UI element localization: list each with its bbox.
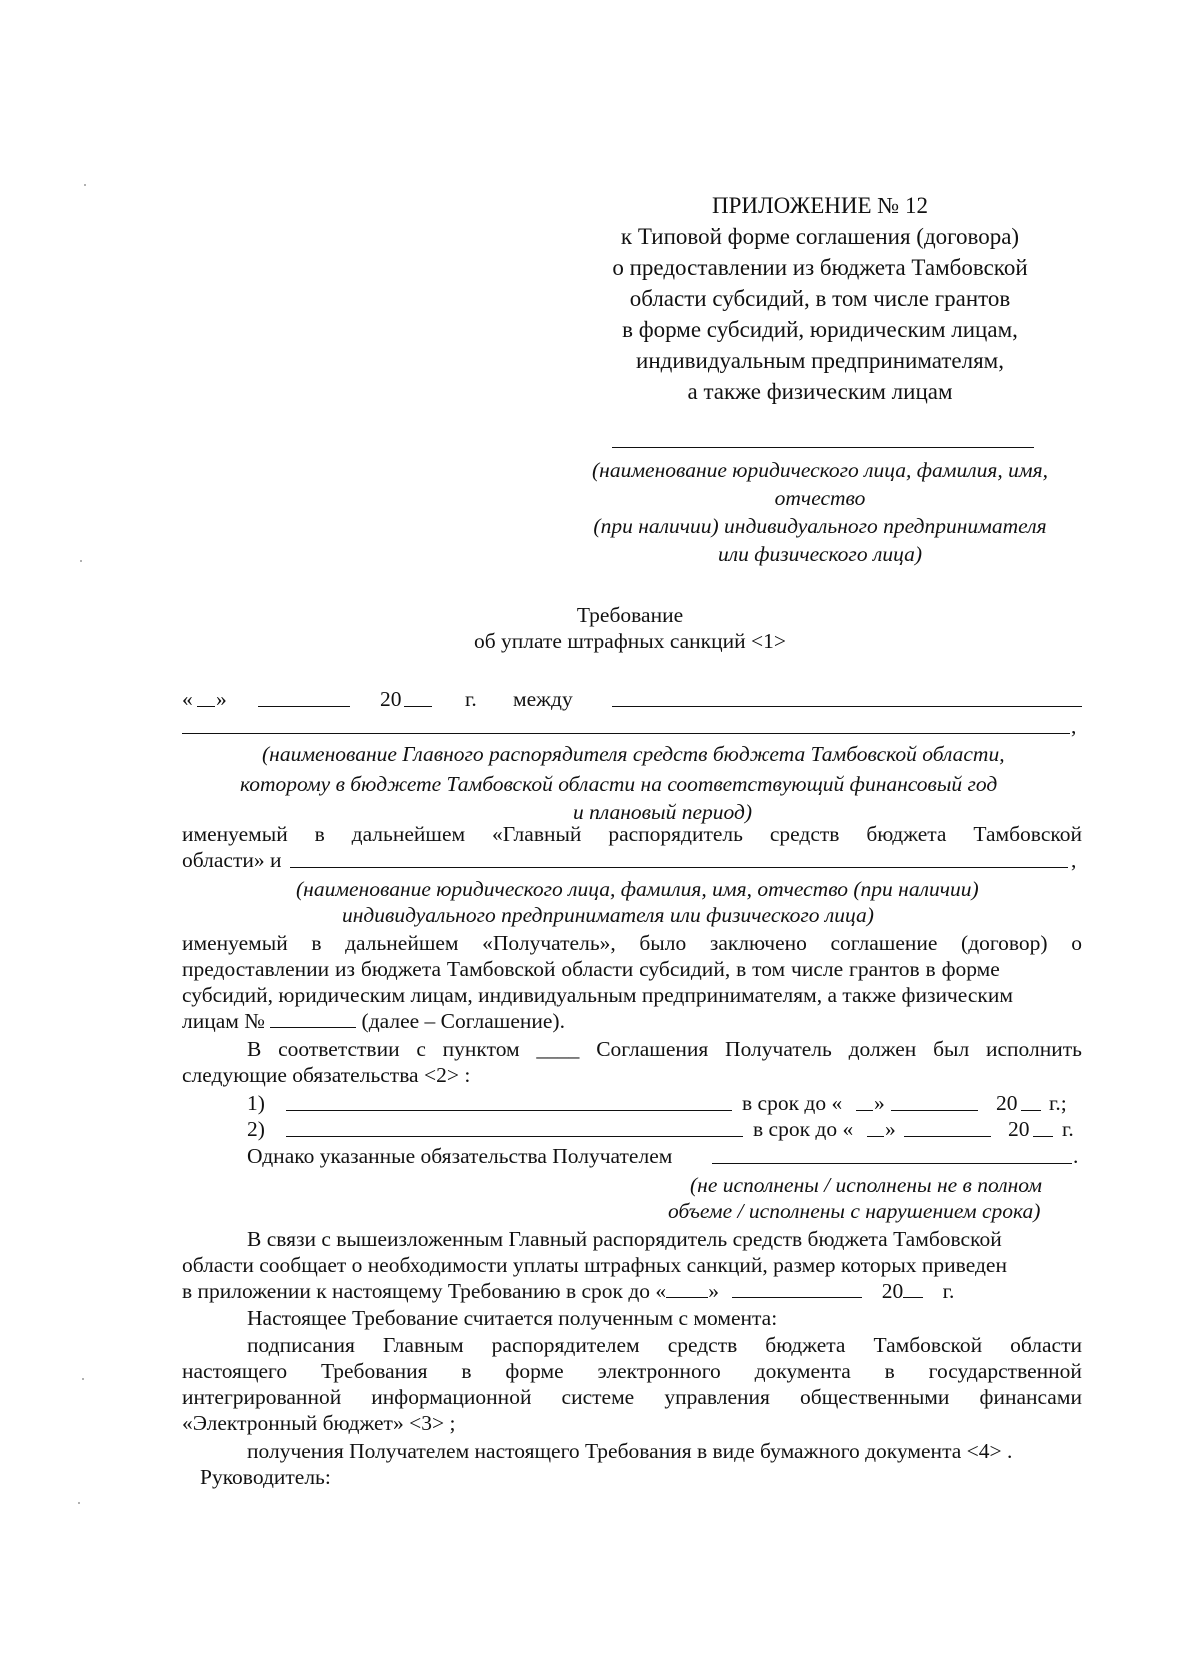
signature-label: Руководитель:: [200, 1465, 331, 1489]
para7-line2: настоящего Требования в форме электронного документа в государственной: [182, 1359, 1082, 1383]
para7-line3: интегрированной информационной системе управления общественными финансами: [182, 1385, 1082, 1409]
payment-day-blank: [666, 1279, 708, 1298]
para4-caption-line: объеме / исполнены с нарушением срока): [668, 1199, 1041, 1223]
para3-line2: следующие обязательства <2> :: [182, 1063, 471, 1087]
para3-line1: В соответствии с пунктом ____ Соглашения Получатель должен был исполнить: [247, 1037, 1082, 1061]
caption-line: (наименование юридического лица, фамилия, имя,: [592, 458, 1048, 482]
para8: получения Получателем настоящего Требования в виде бумажного документа <4> .: [247, 1439, 1013, 1463]
date-year: 20: [380, 687, 402, 711]
obligation-2-month-blank: [904, 1136, 991, 1137]
obligation-1-year-blank: [1021, 1110, 1041, 1111]
appendix-line: к Типовой форме соглашения (договора): [620, 224, 1020, 249]
recipient-blank-line: [612, 447, 1034, 448]
appendix-line: о предоставлении из бюджета Тамбовской: [612, 255, 1028, 280]
obligation-1-day-blank: [856, 1110, 873, 1111]
recipient-caption: [560, 457, 1080, 567]
para7-line1: подписания Главным распорядителем средств бюджета Тамбовской области: [247, 1333, 1082, 1357]
obligation-1-month-blank: [891, 1110, 978, 1111]
obligation-1-end: г.;: [1049, 1091, 1067, 1115]
caption-line: (при наличии) индивидуального предпринимателя: [593, 514, 1047, 538]
para6: Настоящее Требование считается полученным с момента:: [247, 1306, 778, 1330]
date-year-suffix: г.: [465, 687, 477, 711]
appendix-title: ПРИЛОЖЕНИЕ № 12: [711, 193, 929, 218]
obligation-2-year: 20: [1008, 1117, 1030, 1141]
receiver-caption-line: индивидуального предпринимателя или физического лица): [342, 903, 874, 927]
date-quote-open: «: [182, 687, 193, 711]
obligation-1-num: 1): [247, 1091, 265, 1115]
para5-line3: в приложении к настоящему Требованию в срок до « » 20 г.: [182, 1279, 955, 1303]
between-blank: [612, 706, 1082, 707]
date-day-blank: [197, 706, 215, 707]
obligation-2-term: в срок до «: [753, 1117, 854, 1141]
appendix-line: области субсидий, в том числе грантов: [629, 286, 1011, 311]
obligation-2-blank: [286, 1136, 743, 1137]
appendix-line: а также физическим лицам: [687, 379, 953, 404]
caption-line: отчество: [774, 486, 866, 510]
obligation-2-year-blank: [1033, 1136, 1053, 1137]
date-year-blank: [404, 706, 432, 707]
para2-line2: предоставлении из бюджета Тамбовской области субсидий, в том числе грантов в форме: [182, 957, 1000, 981]
para5-line2: области сообщает о необходимости уплаты штрафных санкций, размер которых приведен: [182, 1253, 1007, 1277]
scan-speck: [80, 560, 82, 562]
obligation-2-close: »: [885, 1117, 896, 1141]
appendix-block: [560, 190, 1080, 407]
comma: ,: [1071, 848, 1077, 872]
para2-line4: лицам № (далее – Соглашение).: [182, 1009, 565, 1033]
agreement-number-blank: [270, 1009, 356, 1028]
caption-line: или физического лица): [717, 542, 922, 566]
heading-line-2: об уплате штрафных санкций <1>: [473, 629, 787, 653]
payment-year-blank: [903, 1279, 923, 1298]
obligation-1-term: в срок до «: [742, 1091, 843, 1115]
obligation-1-year: 20: [996, 1091, 1018, 1115]
para4-caption-line: (не исполнены / исполнены не в полном: [690, 1173, 1042, 1197]
gr-caption: [240, 741, 1085, 825]
obligation-2-end: г.: [1062, 1117, 1074, 1141]
para2-line3: субсидий, юридическим лицам, индивидуальным предпринимателям, а также физическим: [182, 983, 1013, 1007]
obligation-2-day-blank: [867, 1136, 884, 1137]
obligation-2-num: 2): [247, 1117, 265, 1141]
payment-month-blank: [732, 1279, 862, 1298]
scan-speck: [84, 184, 86, 186]
appendix-line: индивидуальным предпринимателям,: [636, 348, 1004, 373]
caption-line: (наименование Главного распорядителя средств бюджета Тамбовской области,: [262, 742, 1005, 766]
para1-line1: именуемый в дальнейшем «Главный распорядитель средств бюджета Тамбовской: [182, 822, 1082, 846]
obligation-1-close: »: [874, 1091, 885, 1115]
receiver-caption-line: (наименование юридического лица, фамилия, имя, отчество (при наличии): [296, 877, 979, 901]
receiver-name-blank: [290, 867, 1068, 868]
date-month-blank: [258, 706, 350, 707]
obligation-1-blank: [286, 1110, 732, 1111]
date-quote-close: »: [216, 687, 227, 711]
para4-dot: .: [1073, 1144, 1079, 1168]
para2-line1: именуемый в дальнейшем «Получатель», было заключено соглашение (договор) о: [182, 931, 1082, 955]
date-between: между: [513, 687, 573, 711]
caption-line: и плановый период): [573, 800, 752, 824]
caption-line: которому в бюджете Тамбовской области на соответствующий финансовый год: [240, 772, 998, 796]
scan-speck: [78, 1502, 80, 1504]
heading-line-1: Требование: [576, 603, 684, 627]
fulfillment-blank: [712, 1163, 1072, 1164]
para4-line1: Однако указанные обязательства Получателем: [247, 1144, 673, 1168]
appendix-line: в форме субсидий, юридическим лицам,: [622, 317, 1018, 342]
para1-line2: области» и: [182, 848, 282, 872]
comma: ,: [1071, 714, 1077, 738]
para7-line4: «Электронный бюджет» <3> ;: [182, 1411, 456, 1435]
gr-name-blank: [182, 733, 1070, 734]
scan-speck: [82, 1378, 84, 1380]
para5-line1: В связи с вышеизложенным Главный распорядитель средств бюджета Тамбовской: [247, 1227, 1002, 1251]
